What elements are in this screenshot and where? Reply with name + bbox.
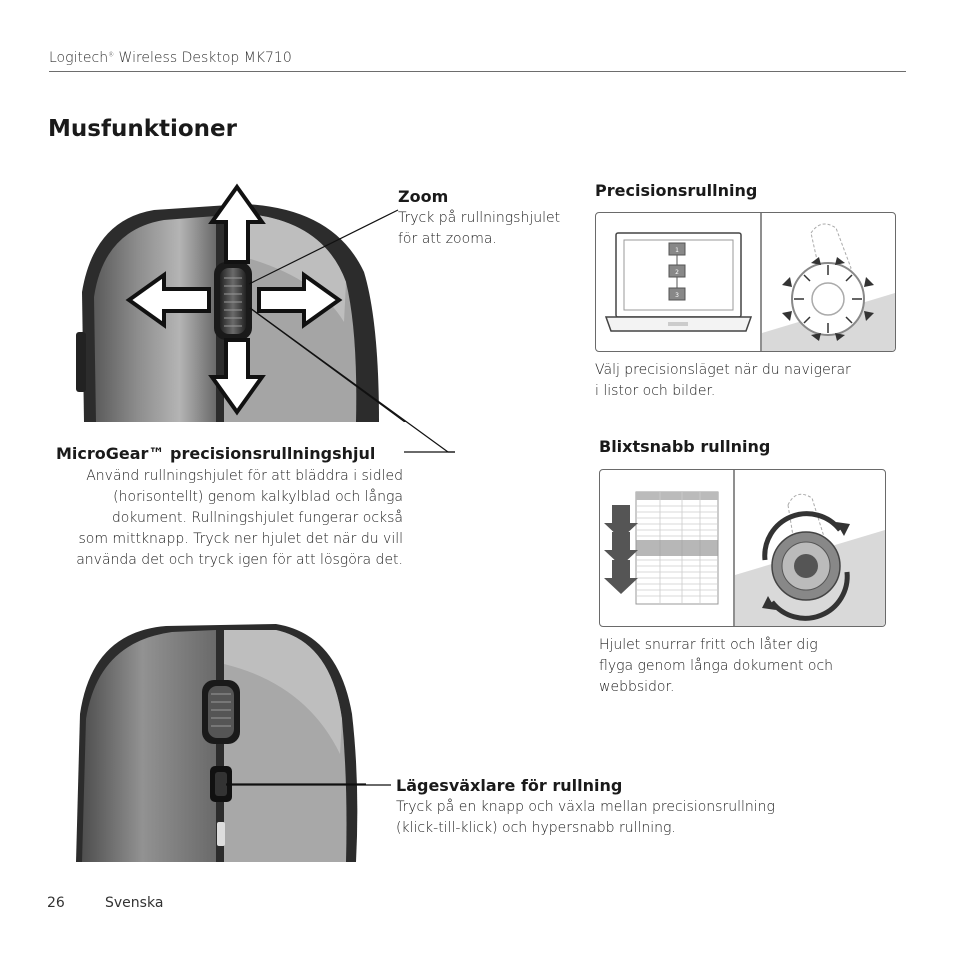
microgear-line-4: som mittknapp. Tryck ner hjulet det när du vill	[78, 531, 403, 547]
running-header	[49, 50, 292, 66]
zoom-heading: Zoom	[398, 187, 449, 206]
mouse-bottom-illustration	[76, 624, 366, 862]
microgear-line-3: dokument. Rullningshjulet fungerar också	[111, 510, 403, 526]
list-item-2: 2	[675, 269, 679, 276]
zoom-line-1: Tryck på rullningshjulet	[398, 210, 561, 226]
footer-language: Svenska	[105, 895, 164, 911]
hyperfast-heading: Blixtsnabb rullning	[599, 437, 771, 456]
microgear-heading: MicroGear™ precisionsrullningshjul	[56, 444, 376, 463]
precision-line-1: Välj precisionsläget när du navigerar	[595, 362, 851, 378]
precision-description	[595, 360, 851, 402]
microgear-leader	[240, 300, 460, 460]
microgear-line-2: (horisontellt) genom kalkylblad och långa	[113, 489, 403, 505]
microgear-line-1: Använd rullningshjulet för att bläddra i sidled	[86, 468, 403, 484]
precision-panel	[595, 212, 896, 352]
hyperfast-description	[599, 635, 833, 698]
hyperfast-line-3: webbsidor.	[599, 679, 675, 695]
hyperfast-line-1: Hjulet snurrar fritt och låter dig	[599, 637, 818, 653]
zoom-line-2: för att zooma.	[398, 231, 497, 247]
hyperfast-illustration	[600, 470, 885, 626]
hyperfast-line-2: flyga genom långa dokument och	[599, 658, 834, 674]
precision-line-2: i listor och bilder.	[595, 383, 716, 399]
precision-illustration	[596, 213, 895, 351]
mode-switch-callout-line	[226, 780, 396, 790]
mode-switch-description	[396, 797, 775, 839]
brand-name: Logitech	[49, 50, 109, 66]
page-title: Musfunktioner	[48, 116, 237, 142]
hyperfast-panel	[599, 469, 886, 627]
list-item-1: 1	[675, 247, 679, 254]
mode-switch-heading: Lägesväxlare för rullning	[396, 776, 623, 795]
precision-heading: Precisionsrullning	[595, 181, 758, 200]
microgear-line-5: använda det och tryck igen för att lösgöra det.	[76, 552, 403, 568]
microgear-description	[40, 466, 403, 571]
zoom-description	[398, 208, 560, 250]
product-name: Wireless Desktop MK710	[118, 50, 292, 66]
page-number: 26	[47, 895, 65, 911]
mode-switch-line-2: (klick-till-klick) och hypersnabb rullning.	[396, 820, 676, 836]
header-rule	[49, 71, 906, 72]
list-item-3: 3	[675, 292, 679, 299]
mode-switch-line-1: Tryck på en knapp och växla mellan precisionsrullning	[396, 799, 775, 815]
registered-mark: ®	[108, 51, 115, 59]
